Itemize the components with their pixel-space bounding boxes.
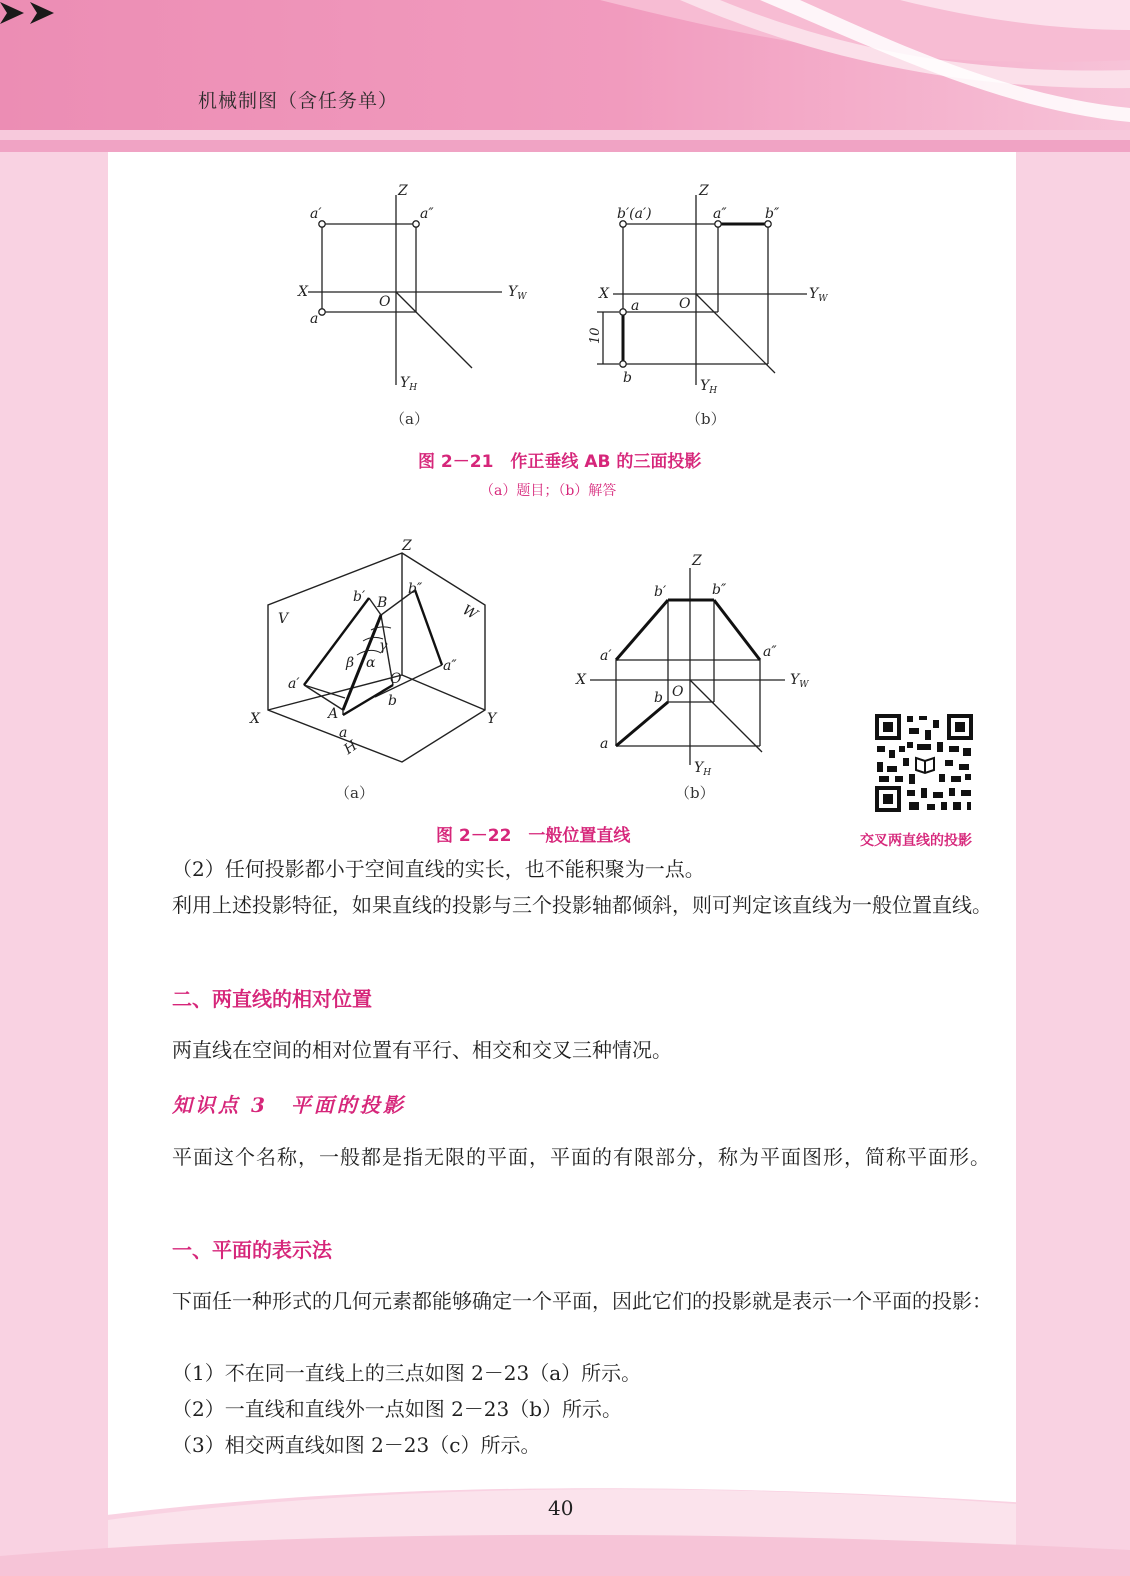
fig22a-a: a xyxy=(339,725,348,741)
fig22-label-b: （b） xyxy=(675,784,715,802)
fig22b-yh: $Y_H$ xyxy=(694,760,712,778)
fig22a-z: Z xyxy=(402,538,412,554)
fig22a-y: Y xyxy=(487,711,497,727)
fig22a-diagram xyxy=(245,535,515,785)
fig22b-a: a xyxy=(600,736,609,752)
fig22b-x: X xyxy=(576,672,586,688)
list-item-2: （2）一直线和直线外一点如图 2－23（b）所示。 xyxy=(172,1397,623,1421)
fig22a-gamma: γ xyxy=(379,638,388,654)
fig22a-o: O xyxy=(390,671,402,687)
fig21a-x: X xyxy=(298,284,308,300)
fig21a-yh: $Y_H$ xyxy=(400,375,418,393)
fig21a-z: Z xyxy=(398,183,408,199)
fig22a-b1: b′ xyxy=(353,589,366,605)
page-header xyxy=(0,0,1130,130)
fig21a-diagram xyxy=(290,180,540,405)
book-title: 机械制图（含任务单） xyxy=(198,90,399,112)
footer-decoration xyxy=(0,1470,1130,1576)
fig22a-A: A xyxy=(328,706,339,722)
fig22b-a2: a″ xyxy=(763,644,777,660)
fig22a-a2: a″ xyxy=(443,658,457,674)
fig22a-alpha: α xyxy=(366,655,376,671)
fig22b-o: O xyxy=(672,684,684,700)
fig22b-b1: b′ xyxy=(654,584,667,600)
para-three-cases: 两直线在空间的相对位置有平行、相交和交叉三种情况。 xyxy=(172,1038,672,1062)
fig22b-diagram xyxy=(570,550,820,780)
fig21a-a-front: a′ xyxy=(310,206,322,222)
knowledge-point-heading: 知识点 3 平面的投影 xyxy=(172,1093,406,1117)
page-number: 40 xyxy=(548,1496,574,1520)
right-margin xyxy=(1016,152,1130,1576)
header-strip xyxy=(0,140,1130,152)
para-judgement: 利用上述投影特征，如果直线的投影与三个投影轴都倾斜，则可判定该直线为一般位置直线。 xyxy=(172,893,992,917)
fig22a-beta: β xyxy=(346,655,355,671)
fig21-subcaption: （a）题目；（b）解答 xyxy=(480,483,617,499)
fig21a-o: O xyxy=(379,294,391,310)
fig22a-x: X xyxy=(250,711,260,727)
fig22b-b: b xyxy=(654,690,663,706)
fig21-caption: 图 2－21 作正垂线 AB 的三面投影 xyxy=(418,452,702,472)
fig21b-yw: $Y_W$ xyxy=(809,286,828,304)
fig21b-ba-front: b′(a′) xyxy=(617,206,652,222)
fig21b-x: X xyxy=(599,286,609,302)
fig21b-o: O xyxy=(679,296,691,312)
fig21a-yw: $Y_W$ xyxy=(508,284,527,302)
fig22b-a1: a′ xyxy=(600,648,612,664)
fig22a-v: V xyxy=(278,611,289,627)
fig21a-a-side: a″ xyxy=(420,206,434,222)
para-plane-elements: 下面任一种形式的几何元素都能够确定一个平面，因此它们的投影就是表示一个平面的投影： xyxy=(172,1289,992,1313)
fig21b-yh: $Y_H$ xyxy=(700,378,718,396)
fig21b-b-top: b xyxy=(623,370,632,386)
fig21a-a-top: a xyxy=(310,311,319,327)
para-item2: （2）任何投影都小于空间直线的实长，也不能积聚为一点。 xyxy=(172,857,705,881)
fig22a-B: B xyxy=(377,595,388,611)
fig21-label-b: （b） xyxy=(686,410,726,428)
fig22b-b2: b″ xyxy=(712,582,727,598)
para-plane-definition: 平面这个名称，一般都是指无限的平面，平面的有限部分，称为平面图形，简称平面形。 xyxy=(172,1145,991,1169)
fig21-label-a: （a） xyxy=(390,410,429,428)
fig21b-a-top: a xyxy=(631,298,640,314)
list-item-1: （1）不在同一直线上的三点如图 2－23（a）所示。 xyxy=(172,1361,642,1385)
fig21b-a-side: a″ xyxy=(713,206,727,222)
fig21b-z: Z xyxy=(699,183,709,199)
section-heading-plane-representation: 一、平面的表示法 xyxy=(172,1238,332,1262)
fig22a-w: W xyxy=(459,602,480,624)
list-item-3: （3）相交两直线如图 2－23（c）所示。 xyxy=(172,1433,541,1457)
fig21b-diagram xyxy=(585,180,845,405)
fig22a-b: b xyxy=(388,693,397,709)
qr-caption: 交叉两直线的投影 xyxy=(860,833,972,849)
fig21b-b-side: b″ xyxy=(765,206,780,222)
header-decoration xyxy=(0,0,1130,130)
fig21b-dim: 10 xyxy=(588,327,603,344)
fig22a-a1: a′ xyxy=(288,676,300,692)
qr-code-icon[interactable] xyxy=(873,712,975,814)
left-margin xyxy=(0,152,108,1576)
fig22b-yw: $Y_W$ xyxy=(790,672,809,690)
fig22-caption: 图 2－22 一般位置直线 xyxy=(436,826,631,846)
header-arrows-icon xyxy=(0,0,62,26)
section-heading-relative-position: 二、两直线的相对位置 xyxy=(172,987,372,1011)
fig22a-b2: b″ xyxy=(408,581,423,597)
fig22a-h: H xyxy=(341,737,361,758)
fig22-label-a: （a） xyxy=(335,784,374,802)
fig22b-z: Z xyxy=(692,553,702,569)
